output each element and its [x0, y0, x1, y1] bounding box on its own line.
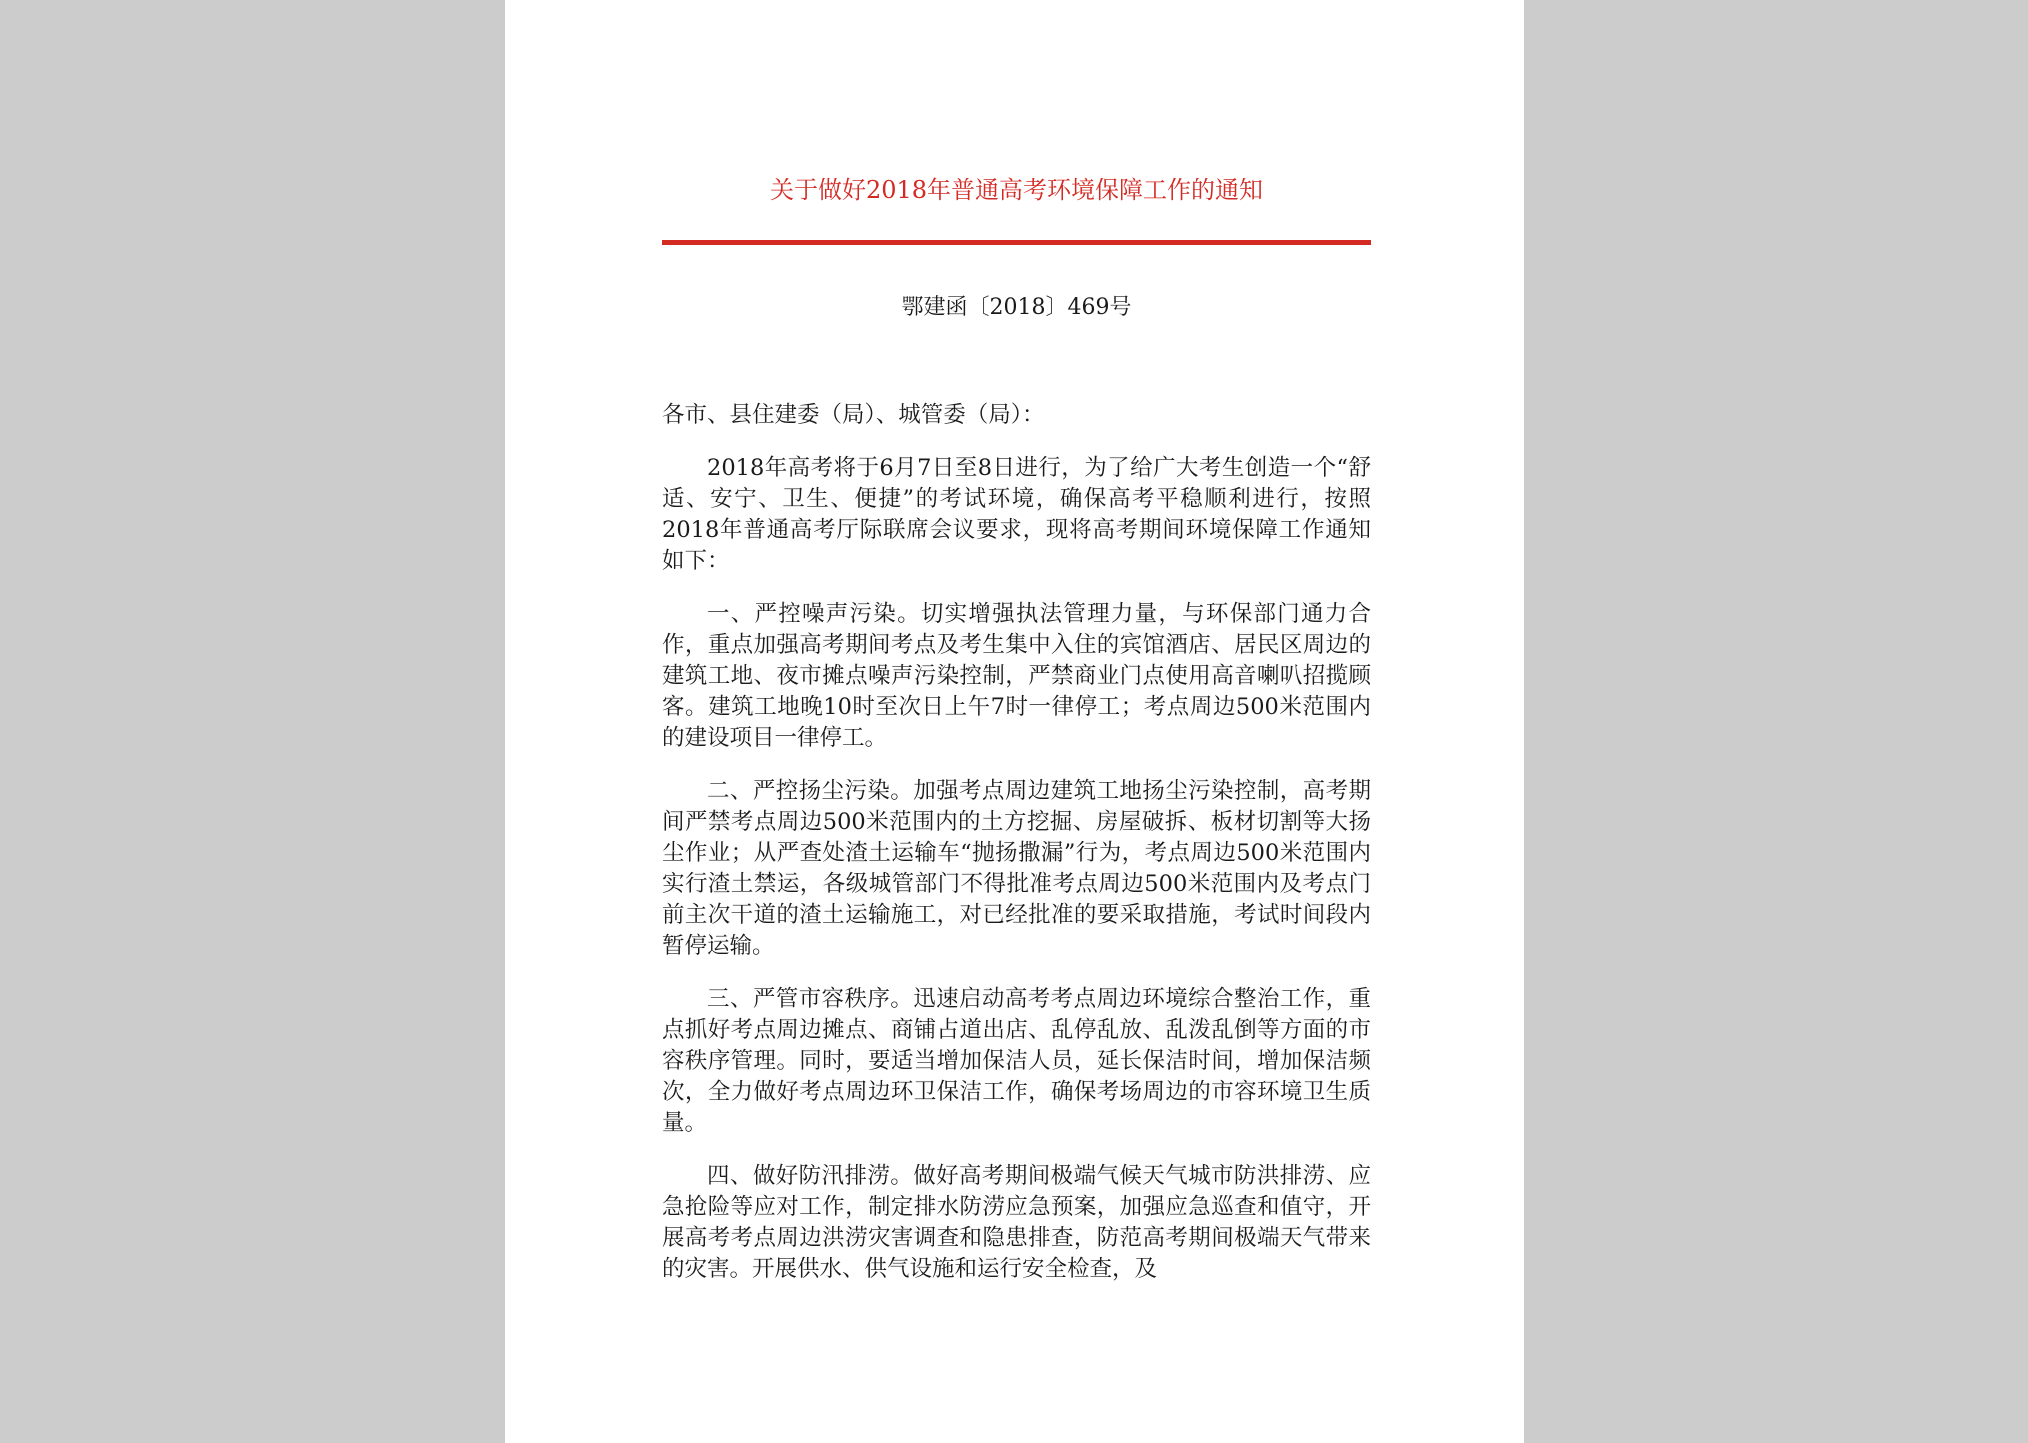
salutation: 各市、县住建委（局）、城管委（局）： — [662, 402, 1045, 428]
document-page — [505, 0, 1524, 1443]
paragraph-flood: 四、做好防汛排涝。做好高考期间极端气候天气城市防洪排涝、应急抢险等应对工作，制定排水防涝应急预案，加强应急巡查和值守，开展高考考点周边洪涝灾害调查和隐患排查，防范高考期间极端天气带来的灾害。开展供水、供气设施和运行安全检查，及 — [662, 1163, 1371, 1282]
document-body — [662, 400, 1371, 1285]
document-title: 关于做好2018年普通高考环境保障工作的通知 — [769, 176, 1264, 204]
document-number: 鄂建函〔2018〕469号 — [901, 295, 1132, 320]
paragraph-dust: 二、严控扬尘污染。加强考点周边建筑工地扬尘污染控制，高考期间严禁考点周边500米范围内的土方挖掘、房屋破拆、板材切割等大扬尘作业；从严查处渣土运输车“抛扬撒漏”行为，考点周边500米范围内实行渣土禁运，各级城管部门不得批准考点周边500米范围内及考点门前主次干道的渣土运输施工，对已经批准的要采取措施，考试时间段内暂停运输。 — [662, 778, 1371, 959]
paragraph-intro: 2018年高考将于6月7日至8日进行，为了给广大考生创造一个“舒适、安宁、卫生、便捷”的考试环境，确保高考平稳顺利进行，按照2018年普通高考厅际联席会议要求，现将高考期间环境保障工作通知如下： — [662, 455, 1371, 574]
paragraph-city-order: 三、严管市容秩序。迅速启动高考考点周边环境综合整治工作，重点抓好考点周边摊点、商铺占道出店、乱停乱放、乱泼乱倒等方面的市容秩序管理。同时，要适当增加保洁人员，延长保洁时间，增加保洁频次，全力做好考点周边环卫保洁工作，确保考场周边的市容环境卫生质量。 — [662, 986, 1371, 1136]
red-header-rule — [662, 240, 1371, 245]
paragraph-noise: 一、严控噪声污染。切实增强执法管理力量，与环保部门通力合作，重点加强高考期间考点及考生集中入住的宾馆酒店、居民区周边的建筑工地、夜市摊点噪声污染控制，严禁商业门点使用高音喇叭招揽顾客。建筑工地晚10时至次日上午7时一律停工；考点周边500米范围内的建设项目一律停工。 — [662, 601, 1371, 751]
